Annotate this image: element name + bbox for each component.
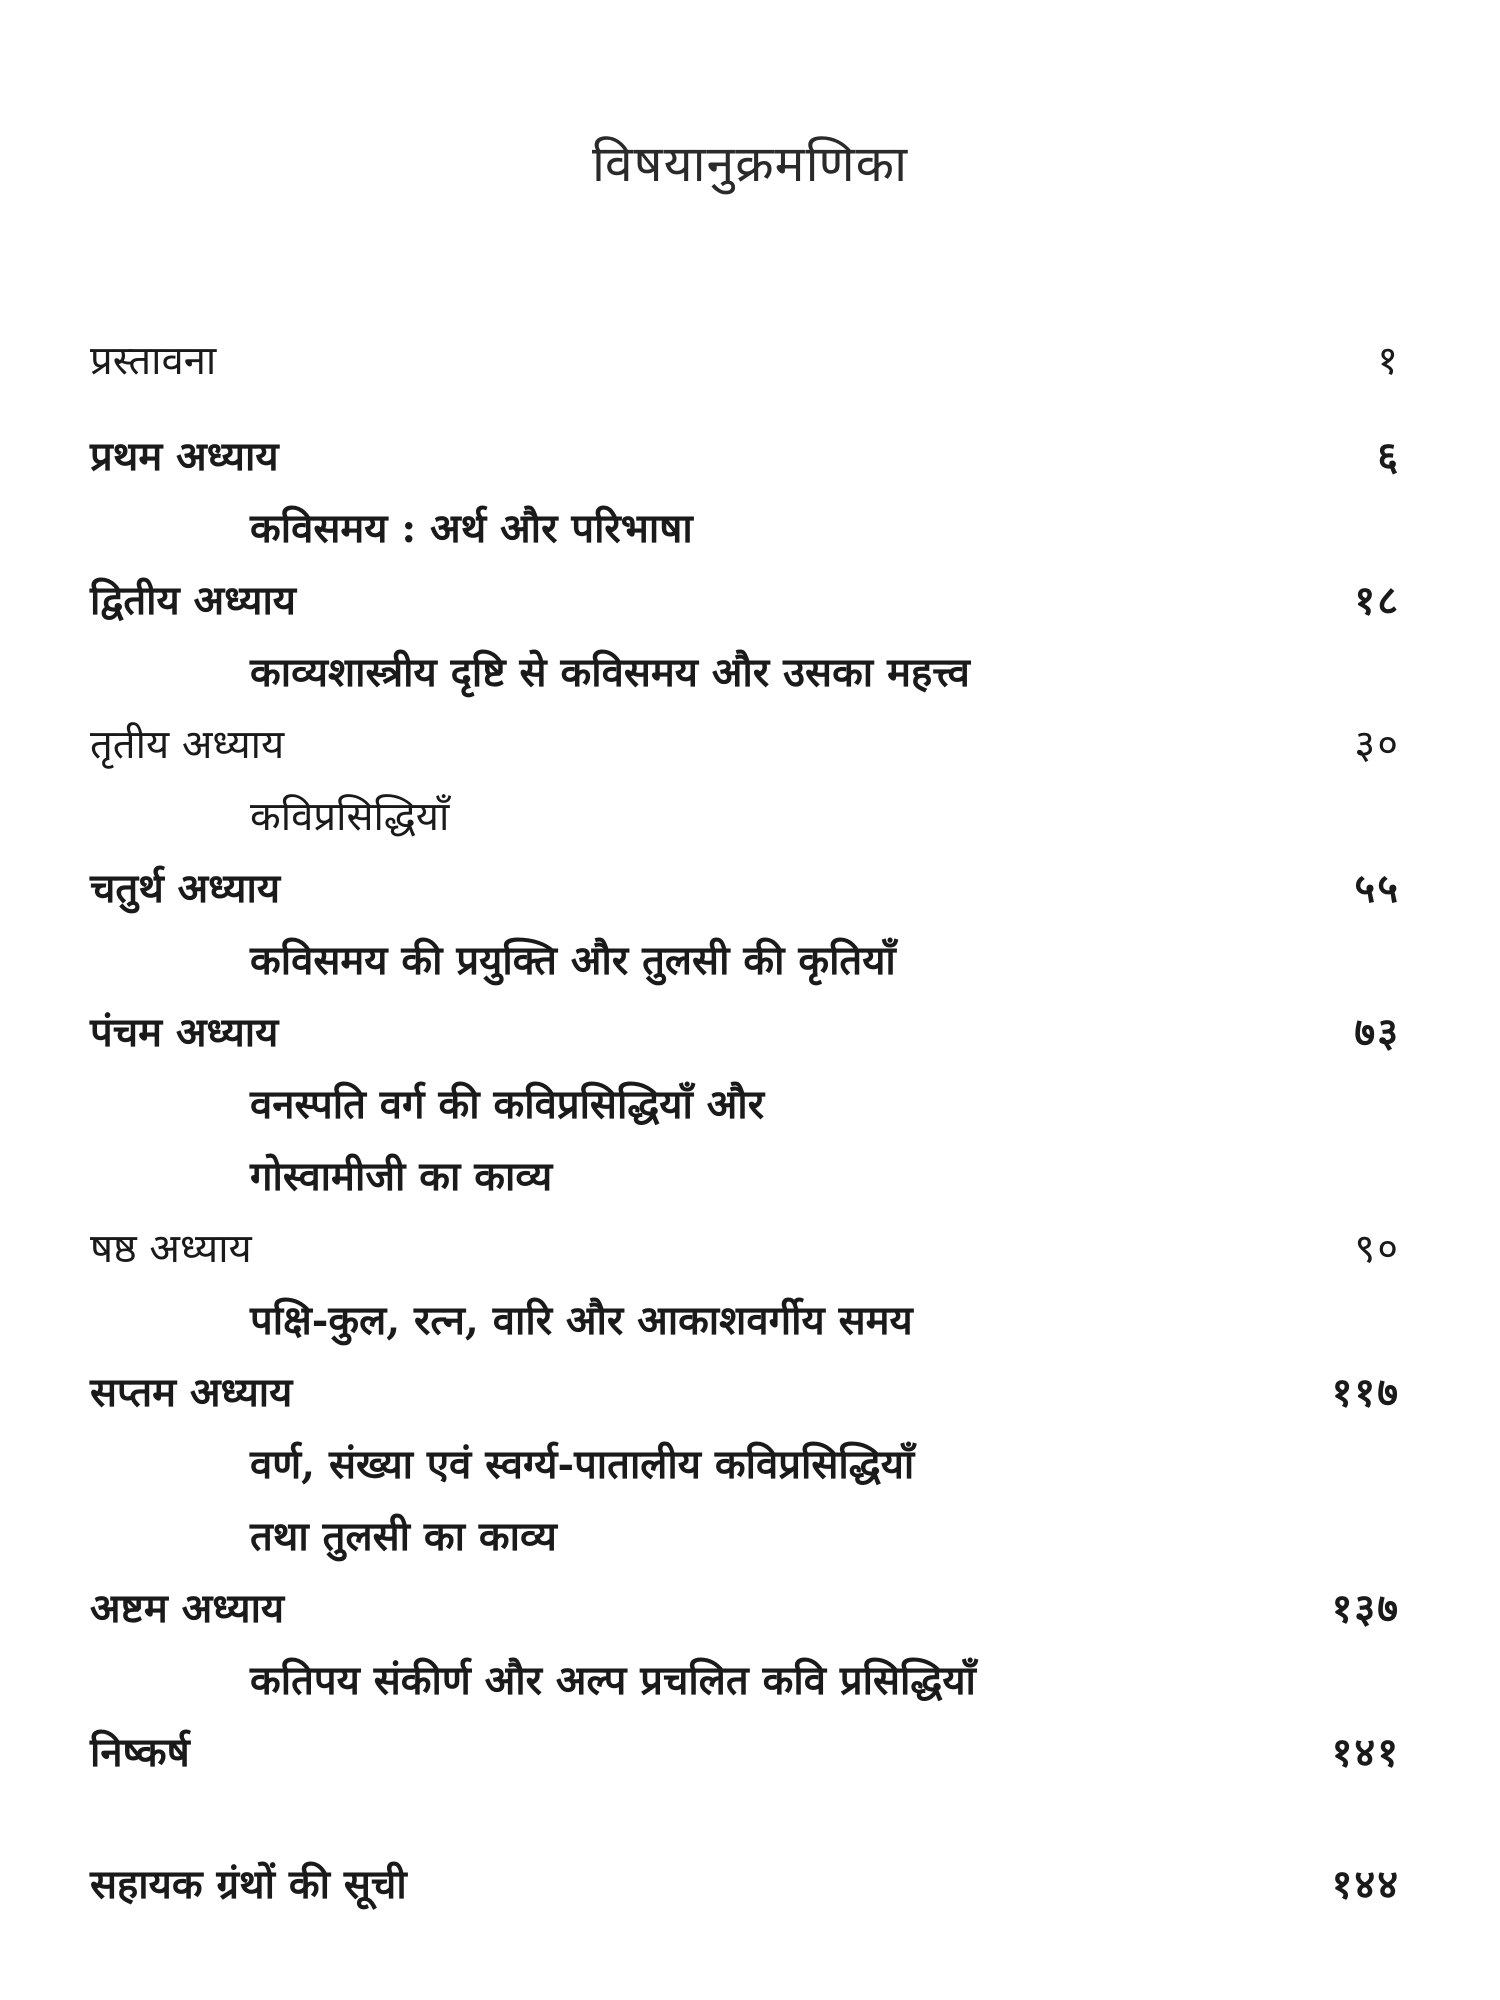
- toc-entry-label: प्रथम अध्याय: [90, 433, 279, 480]
- toc-entry-label: द्वितीय अध्याय: [90, 577, 297, 624]
- toc-entry-label: निष्कर्ष: [90, 1729, 190, 1776]
- toc-subtitle-text: कविसमय की प्रयुक्ति और तुलसी की कृतियाँ: [250, 937, 896, 984]
- toc-page-number: १४१: [1331, 1729, 1400, 1776]
- toc-subtitle: [90, 637, 1400, 709]
- toc-page-number: ९०: [1354, 1226, 1400, 1272]
- toc-entry-label: सप्तम अध्याय: [90, 1369, 293, 1416]
- toc-subtitle: [90, 1645, 1400, 1717]
- table-of-contents: [90, 325, 1400, 1921]
- toc-page-number: १८: [1354, 577, 1400, 624]
- toc-page-number: ३०: [1354, 722, 1400, 768]
- toc-subtitle: [90, 1141, 1400, 1213]
- toc-page-number: ६: [1377, 433, 1400, 480]
- toc-entry-preface: [90, 325, 1400, 397]
- toc-entry-chapter-4: [90, 853, 1400, 925]
- toc-entry-bibliography: [90, 1849, 1400, 1921]
- toc-subtitle-text: वर्ण, संख्या एवं स्वर्ग्य-पातालीय कविप्रसिद्धियाँ: [250, 1441, 915, 1488]
- toc-entry-label: तृतीय अध्याय: [90, 722, 285, 768]
- toc-entry-chapter-1: [90, 421, 1400, 493]
- toc-subtitle-text: वनस्पति वर्ग की कविप्रसिद्धियाँ और: [250, 1081, 765, 1128]
- toc-subtitle: [90, 781, 1400, 853]
- toc-entry-chapter-7: [90, 1357, 1400, 1429]
- toc-entry-chapter-8: [90, 1573, 1400, 1645]
- toc-page-number: ११७: [1331, 1369, 1400, 1416]
- toc-subtitle-text: तथा तुलसी का काव्य: [250, 1513, 557, 1560]
- toc-entry-chapter-3: [90, 709, 1400, 781]
- toc-page-number: १३७: [1331, 1585, 1400, 1632]
- page-title: विषयानुक्रमणिका: [591, 135, 909, 193]
- toc-entry-label: प्रस्तावना: [90, 338, 217, 384]
- toc-subtitle: [90, 1429, 1400, 1501]
- toc-page-number: १: [1377, 338, 1400, 384]
- toc-entry-label: अष्टम अध्याय: [90, 1585, 285, 1632]
- toc-entry-label: पंचम अध्याय: [90, 1009, 279, 1056]
- toc-entry-label: सहायक ग्रंथों की सूची: [90, 1861, 407, 1908]
- toc-entry-label: चतुर्थ अध्याय: [90, 865, 281, 912]
- toc-page-number: ७३: [1354, 1009, 1400, 1056]
- toc-entry-conclusion: [90, 1717, 1400, 1789]
- toc-subtitle: [90, 1069, 1400, 1141]
- toc-page-number: १४४: [1331, 1861, 1400, 1908]
- toc-subtitle-text: कतिपय संकीर्ण और अल्प प्रचलित कवि प्रसिद्धियाँ: [250, 1657, 976, 1704]
- toc-subtitle-text: गोस्वामीजी का काव्य: [250, 1153, 553, 1200]
- toc-subtitle-text: काव्यशास्त्रीय दृष्टि से कविसमय और उसका महत्त्व: [250, 649, 970, 696]
- toc-entry-chapter-2: [90, 565, 1400, 637]
- toc-subtitle-text: कविप्रसिद्धियाँ: [250, 794, 450, 840]
- toc-subtitle-text: कविसमय : अर्थ और परिभाषा: [250, 505, 693, 552]
- toc-entry-chapter-6: [90, 1213, 1400, 1285]
- toc-entry-chapter-5: [90, 997, 1400, 1069]
- toc-subtitle: [90, 1285, 1400, 1357]
- toc-subtitle-text: पक्षि-कुल, रत्न, वारि और आकाशवर्गीय समय: [250, 1297, 913, 1344]
- toc-subtitle: [90, 925, 1400, 997]
- toc-page-number: ५५: [1354, 865, 1400, 912]
- toc-entry-label: षष्ठ अध्याय: [90, 1226, 252, 1272]
- toc-subtitle: [90, 493, 1400, 565]
- toc-subtitle: [90, 1501, 1400, 1573]
